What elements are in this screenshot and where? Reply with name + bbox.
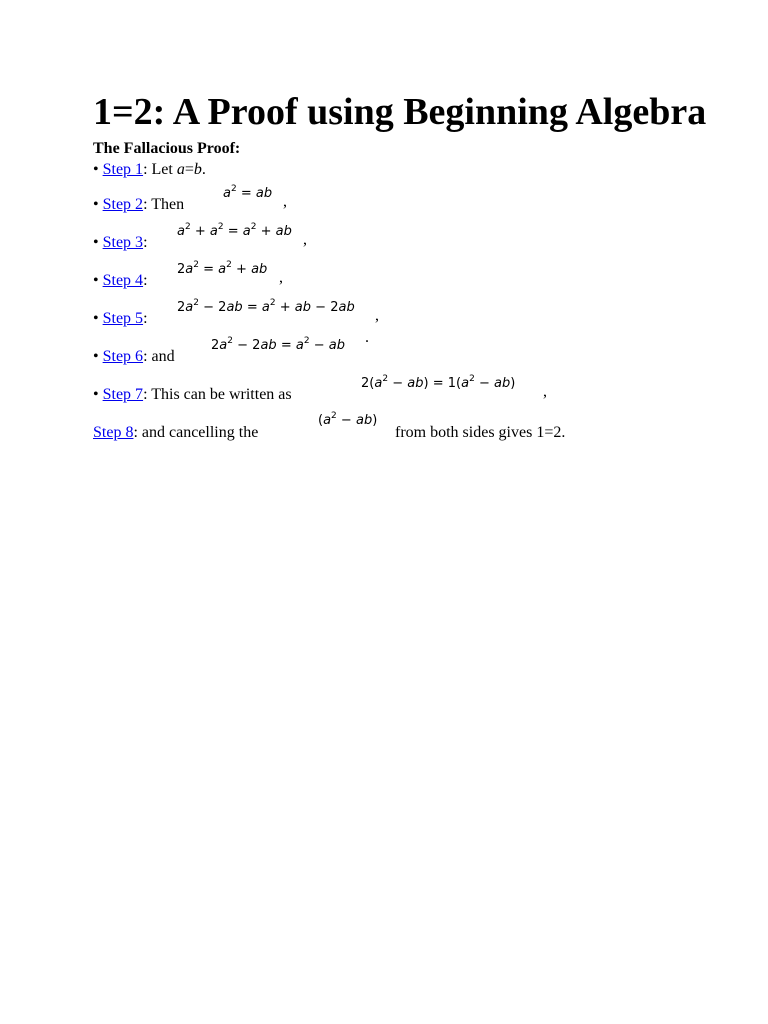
step-2-link[interactable]: Step 2 xyxy=(102,196,144,213)
bullet: • xyxy=(93,234,99,251)
bullet: • xyxy=(93,386,99,403)
section-subtitle: The Fallacious Proof: xyxy=(93,140,241,157)
bullet: • xyxy=(93,310,99,327)
step-7-equation: $2(a^2 - ab) = 1(a^2 - ab)$ xyxy=(361,374,516,391)
proof-step-8 xyxy=(93,409,733,447)
step-8-conclusion: from both sides gives 1=2. xyxy=(395,424,566,441)
step-4-equation: $2a^2 = a^2$ + ab xyxy=(177,260,268,277)
step-1-period: . xyxy=(201,161,206,178)
step-3-link[interactable]: Step 3 xyxy=(102,234,144,251)
proof-step-1 xyxy=(93,159,733,181)
proof-step-2 xyxy=(93,181,733,219)
proof-step-7 xyxy=(93,371,733,409)
step-5-punct: , xyxy=(375,307,379,324)
step-4-text: : xyxy=(143,272,148,289)
step-1-eq: = xyxy=(184,161,194,178)
step-7-link[interactable]: Step 7 xyxy=(102,386,144,403)
step-4-link[interactable]: Step 4 xyxy=(102,272,144,289)
step-1-var-a: a xyxy=(176,161,185,178)
proof-step-5 xyxy=(93,295,733,333)
step-2-equation: $a^2$ = ab xyxy=(223,184,273,201)
bullet: • xyxy=(93,196,99,213)
step-5-equation: $2a^2 - 2ab = a^2$ + ab − 2ab xyxy=(177,298,355,315)
step-1-var-b: b xyxy=(193,161,202,178)
bullet: • xyxy=(93,348,99,365)
step-2-punct: , xyxy=(283,193,287,210)
proof-step-3 xyxy=(93,219,733,257)
step-3-text: : xyxy=(143,234,148,251)
step-8-link[interactable]: Step 8 xyxy=(93,424,134,441)
step-5-text: : xyxy=(143,310,148,327)
page-title: 1=2: A Proof using Beginning Algebra xyxy=(93,91,707,133)
step-6-punct: . xyxy=(365,329,369,346)
step-7-text: : This can be written as xyxy=(143,386,292,403)
document-page xyxy=(93,90,733,447)
step-3-equation: $a^2 + a^2 = a^2$ + ab xyxy=(177,222,292,239)
step-8-text: : and cancelling the xyxy=(133,424,259,441)
bullet: • xyxy=(93,272,99,289)
step-3-punct: , xyxy=(303,231,307,248)
step-8-equation: $(a^2 - ab)$ xyxy=(318,411,378,428)
proof-step-4 xyxy=(93,257,733,295)
step-1-text: : Let xyxy=(143,161,177,178)
step-6-link[interactable]: Step 6 xyxy=(102,348,144,365)
step-4-punct: , xyxy=(279,269,283,286)
step-6-equation: $2a^2 - 2ab = a^2$ − ab xyxy=(211,336,345,353)
step-5-link[interactable]: Step 5 xyxy=(102,310,144,327)
proof-step-6 xyxy=(93,329,733,371)
step-7-punct: , xyxy=(543,383,547,400)
step-1-link[interactable]: Step 1 xyxy=(102,161,144,178)
step-6-text: : and xyxy=(143,348,175,365)
bullet: • xyxy=(93,161,99,178)
step-2-text: : Then xyxy=(143,196,185,213)
